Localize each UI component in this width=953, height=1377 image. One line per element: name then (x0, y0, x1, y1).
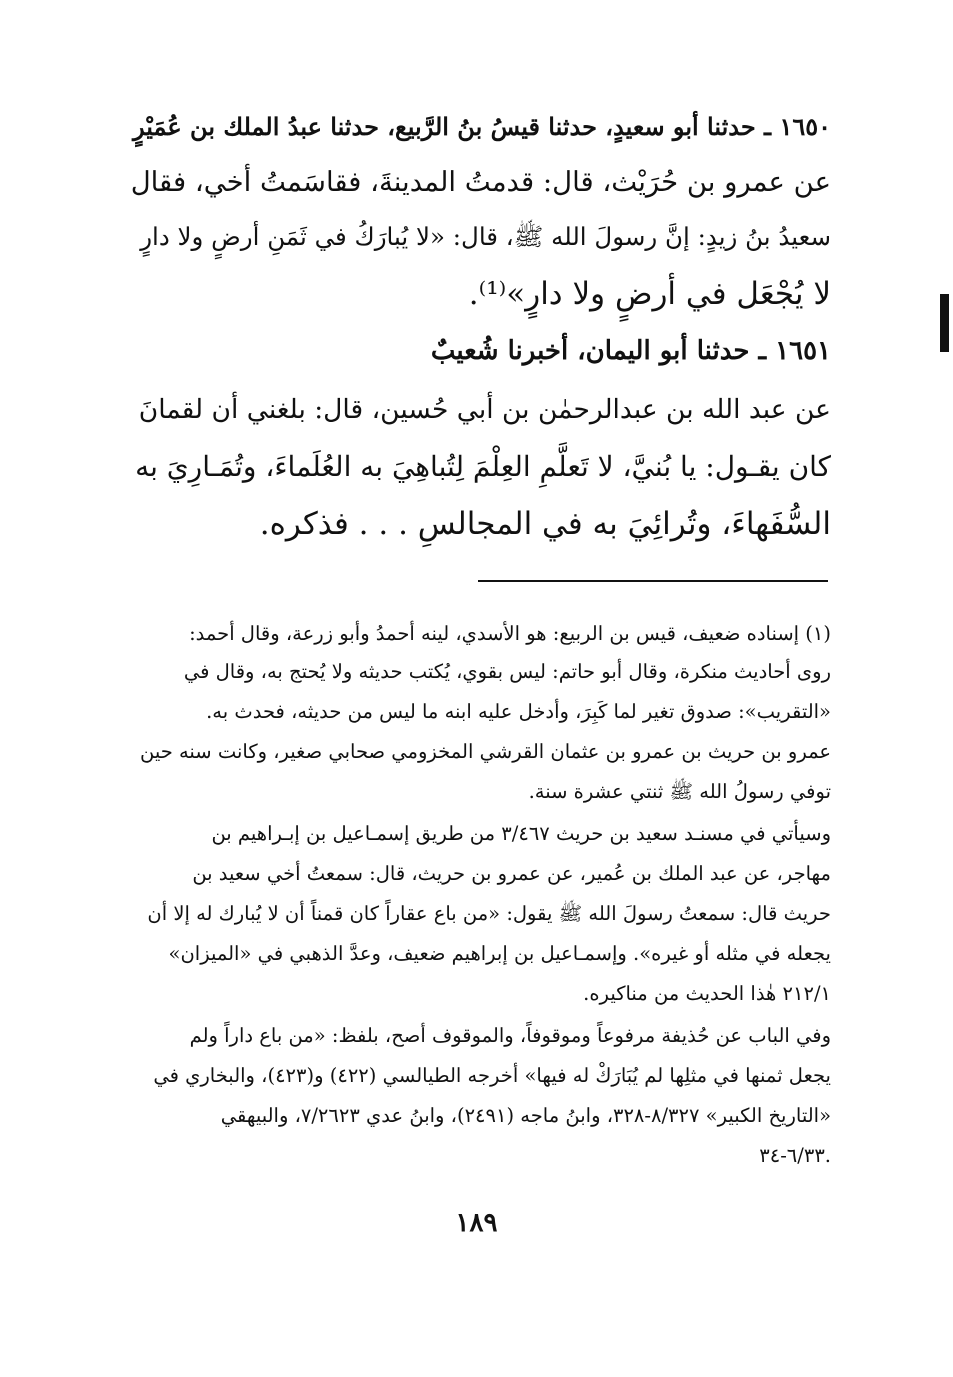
footnote-line-1: (١) إسناده ضعيف، قيس بن الربيع: هو الأسدي، لينه أحمدُ وأبو زرعة، وقال أحمد: (189, 622, 831, 645)
hadith-1651-heading: ١٦٥١ ـ حدثنا أبو اليمان، أخبرنا شُعيبٌ (430, 336, 831, 366)
footnote-line-4: عمرو بن حريث بن عمرو بن عثمان القرشي المخزومي صحابي صغير، وكانت سنه حين (139, 740, 831, 763)
hadith-1651-line-2: كان يقـول: يا بُنيَّ، لا تَعلَّمِ العِلْمَ لِتُباهِيَ به العُلَماءَ، وتُمَـارِيَ به (135, 450, 831, 483)
footnote-line-5: توفي رسولُ الله ﷺ ثنتي عشرة سنة. (528, 780, 831, 803)
footnote-line-10: ٢١٢/١ هٰذا الحديث من مناكيره. (583, 982, 831, 1005)
footnote-line-7: مهاجر، عن عبد الملك بن عُمير، عن عمرو بن حريث، قال: سمعتُ أخي سعيد بن (192, 862, 831, 885)
hadith-1650-line-1: عن عمرو بن حُرَيْث، قال: قدمتُ المدينةَ، فقاسَمتُ أخي، فقال (130, 166, 831, 198)
footnote-line-9: يجعله في مثله أو غيره». وإسمـاعيل بن إبراهيم ضعيف، وعدَّ الذهبي في «الميزان» (168, 942, 831, 965)
footnote-line-8: حريث قال: سمعتُ رسولَ الله ﷺ يقول: «من باع عقاراً كان قمناً أن لا يُبارك له إلا أن (147, 902, 831, 925)
hadith-1651-line-3: السُّفَهاءَ، وتُرائِيَ به في المجالسِ . . . فذكره. (259, 506, 831, 542)
footnote-line-11: وفي الباب عن حُذيفة مرفوعاً وموقوفاً، والموقوف أصح، بلفظ: «من باع داراً ولم (189, 1024, 831, 1047)
footnote-line-14: ٦/٣٣-٣٤. (759, 1144, 831, 1167)
footnote-line-13: «التاريخ الكبير» ٨/٣٢٧-٣٢٨، وابنُ ماجه (٢٤٩١)، وابنُ عدي ٧/٢٦٢٣، والبيهقي (220, 1104, 831, 1127)
footnote-line-2: روى أحاديث منكرة، وقال أبو حاتم: ليس بقوي، يُكتب حديثه ولا يُحتج به، وقال في (183, 660, 831, 683)
page-edge-marker (940, 294, 949, 352)
footnote-line-3: «التقريب»: صدوق تغير لما كَبِرَ، وأدخل عليه ابنه ما ليس من حديثه، فحدث به. (206, 700, 831, 723)
hadith-1651-line-1: عن عبد الله بن عبدالرحمٰن بن أبي حُسين، قال: بلغني أن لقمانَ (138, 394, 831, 425)
footnote-line-6: وسيأتي في مسنـد سعيد بن حريث ٣/٤٦٧ من طريق إسمـاعيل بن إبـراهيم بن (211, 822, 831, 845)
footnote-separator (478, 580, 828, 582)
hadith-1650-line-2: سعيدُ بنُ زيدٍ: إنَّ رسولَ الله ﷺ، قال: «لا يُبارَكُ في ثَمَنِ أرضٍ ولا دارٍ (140, 222, 831, 251)
page-number: ١٨٩ (455, 1208, 498, 1238)
hadith-1650-line-3: لا يُجْعَل في أرضٍ ولا دارٍ»⁽¹⁾. (468, 276, 831, 312)
hadith-1650-heading: ١٦٥٠ ـ حدثنا أبو سعيدٍ، حدثنا قيسُ بنُ الرَّبيع، حدثنا عبدُ الملك بن عُمَيْرٍ (133, 112, 831, 141)
footnote-line-12: يجعل ثمنها في مثلِها لم يُبَارَكْ له فيها» أخرجه الطيالسي (٤٢٢) و(٤٢٣)، والبخاري في (153, 1064, 831, 1087)
